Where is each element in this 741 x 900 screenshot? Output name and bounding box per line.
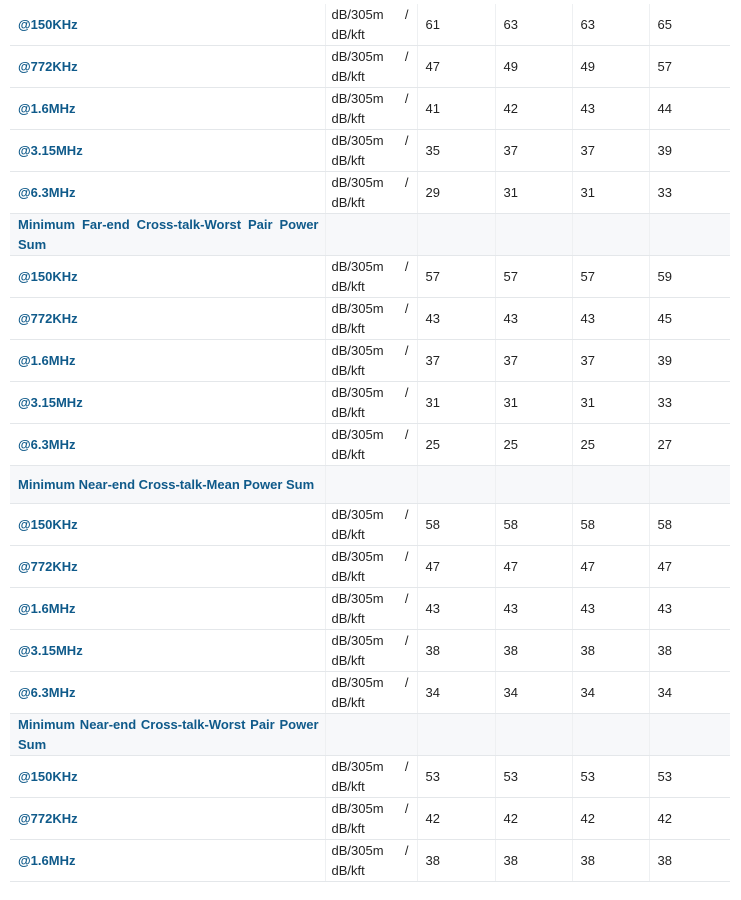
frequency-label: @772KHz (10, 798, 325, 840)
unit-imperial: dB/kft (331, 404, 365, 420)
empty-cell (572, 714, 649, 756)
value-cell: 31 (495, 172, 572, 214)
unit-separator: / (404, 632, 409, 648)
section-header-row (10, 214, 730, 256)
value-cell: 57 (495, 256, 572, 298)
value-cell: 37 (417, 340, 495, 382)
value-cell: 47 (417, 546, 495, 588)
unit-imperial: dB/kft (331, 68, 365, 84)
value-cell: 49 (572, 46, 649, 88)
frequency-label: @772KHz (10, 298, 325, 340)
unit-metric: dB/305m (331, 674, 384, 690)
value-cell: 33 (649, 382, 730, 424)
frequency-label: @3.15MHz (10, 130, 325, 172)
unit-metric: dB/305m (331, 6, 384, 22)
empty-cell (572, 214, 649, 256)
unit-imperial: dB/kft (331, 446, 365, 462)
unit-cell (325, 46, 417, 88)
table-row (10, 172, 730, 214)
unit-metric: dB/305m (331, 90, 384, 106)
frequency-label: @3.15MHz (10, 382, 325, 424)
unit-cell (325, 504, 417, 546)
empty-cell (649, 466, 730, 504)
section-header-label: Minimum Near-end Cross-talk-Worst Pair Power Sum (10, 714, 325, 756)
table-row (10, 382, 730, 424)
unit-cell (325, 798, 417, 840)
unit-metric: dB/305m (331, 548, 384, 564)
section-header-row (10, 466, 730, 504)
value-cell: 34 (495, 672, 572, 714)
unit-cell (325, 382, 417, 424)
unit-metric: dB/305m (331, 426, 384, 442)
table-row (10, 130, 730, 172)
unit-metric: dB/305m (331, 632, 384, 648)
unit-cell (325, 88, 417, 130)
unit-cell (325, 756, 417, 798)
unit-separator: / (404, 800, 409, 816)
unit-separator: / (404, 300, 409, 316)
unit-imperial: dB/kft (331, 694, 365, 710)
value-cell: 37 (572, 130, 649, 172)
value-cell: 42 (417, 798, 495, 840)
value-cell: 59 (649, 256, 730, 298)
unit-metric: dB/305m (331, 48, 384, 64)
unit-separator: / (404, 384, 409, 400)
unit-metric: dB/305m (331, 800, 384, 816)
unit-metric: dB/305m (331, 258, 384, 274)
value-cell: 31 (572, 172, 649, 214)
table-row (10, 46, 730, 88)
value-cell: 38 (495, 840, 572, 882)
unit-cell (325, 298, 417, 340)
value-cell: 61 (417, 4, 495, 46)
value-cell: 43 (572, 298, 649, 340)
frequency-label: @1.6MHz (10, 840, 325, 882)
unit-imperial: dB/kft (331, 568, 365, 584)
unit-cell (325, 546, 417, 588)
value-cell: 42 (495, 798, 572, 840)
section-header-label: Minimum Near-end Cross-talk-Mean Power Sum (10, 466, 325, 504)
unit-metric: dB/305m (331, 758, 384, 774)
unit-imperial: dB/kft (331, 526, 365, 542)
value-cell: 47 (417, 46, 495, 88)
value-cell: 57 (649, 46, 730, 88)
unit-imperial: dB/kft (331, 862, 365, 878)
value-cell: 42 (495, 88, 572, 130)
value-cell: 38 (417, 630, 495, 672)
value-cell: 53 (417, 756, 495, 798)
empty-cell (325, 714, 417, 756)
value-cell: 38 (649, 840, 730, 882)
frequency-label: @772KHz (10, 46, 325, 88)
unit-metric: dB/305m (331, 300, 384, 316)
value-cell: 25 (495, 424, 572, 466)
value-cell: 25 (417, 424, 495, 466)
empty-cell (495, 214, 572, 256)
unit-cell (325, 172, 417, 214)
unit-separator: / (404, 506, 409, 522)
value-cell: 47 (649, 546, 730, 588)
value-cell: 57 (572, 256, 649, 298)
table-row (10, 256, 730, 298)
frequency-label: @6.3MHz (10, 172, 325, 214)
unit-separator: / (404, 48, 409, 64)
value-cell: 45 (649, 298, 730, 340)
table-row (10, 298, 730, 340)
value-cell: 58 (417, 504, 495, 546)
section-header-row (10, 714, 730, 756)
value-cell: 42 (649, 798, 730, 840)
frequency-label: @3.15MHz (10, 630, 325, 672)
empty-cell (495, 466, 572, 504)
unit-imperial: dB/kft (331, 110, 365, 126)
unit-cell (325, 630, 417, 672)
value-cell: 57 (417, 256, 495, 298)
value-cell: 39 (649, 130, 730, 172)
unit-separator: / (404, 6, 409, 22)
unit-metric: dB/305m (331, 174, 384, 190)
unit-cell (325, 340, 417, 382)
frequency-label: @6.3MHz (10, 424, 325, 466)
value-cell: 33 (649, 172, 730, 214)
frequency-label: @6.3MHz (10, 672, 325, 714)
unit-separator: / (404, 758, 409, 774)
empty-cell (417, 714, 495, 756)
unit-cell (325, 424, 417, 466)
unit-separator: / (404, 548, 409, 564)
value-cell: 43 (417, 298, 495, 340)
empty-cell (417, 214, 495, 256)
value-cell: 58 (572, 504, 649, 546)
value-cell: 29 (417, 172, 495, 214)
unit-imperial: dB/kft (331, 362, 365, 378)
value-cell: 58 (649, 504, 730, 546)
table-row (10, 546, 730, 588)
unit-separator: / (404, 426, 409, 442)
value-cell: 43 (572, 588, 649, 630)
unit-cell (325, 130, 417, 172)
value-cell: 34 (417, 672, 495, 714)
unit-imperial: dB/kft (331, 26, 365, 42)
value-cell: 38 (649, 630, 730, 672)
empty-cell (325, 466, 417, 504)
value-cell: 31 (572, 382, 649, 424)
unit-imperial: dB/kft (331, 610, 365, 626)
table-row (10, 588, 730, 630)
section-header-label: Minimum Far-end Cross-talk-Worst Pair Power Sum (10, 214, 325, 256)
value-cell: 63 (572, 4, 649, 46)
value-cell: 63 (495, 4, 572, 46)
frequency-label: @150KHz (10, 756, 325, 798)
frequency-label: @1.6MHz (10, 340, 325, 382)
value-cell: 38 (572, 840, 649, 882)
unit-metric: dB/305m (331, 506, 384, 522)
value-cell: 42 (572, 798, 649, 840)
unit-metric: dB/305m (331, 590, 384, 606)
frequency-label: @772KHz (10, 546, 325, 588)
value-cell: 44 (649, 88, 730, 130)
unit-metric: dB/305m (331, 384, 384, 400)
unit-separator: / (404, 842, 409, 858)
table-row (10, 88, 730, 130)
table-row (10, 756, 730, 798)
empty-cell (649, 714, 730, 756)
unit-cell (325, 588, 417, 630)
value-cell: 38 (572, 630, 649, 672)
empty-cell (495, 714, 572, 756)
unit-separator: / (404, 674, 409, 690)
value-cell: 43 (417, 588, 495, 630)
value-cell: 31 (495, 382, 572, 424)
frequency-label: @1.6MHz (10, 88, 325, 130)
value-cell: 37 (495, 340, 572, 382)
value-cell: 37 (572, 340, 649, 382)
value-cell: 53 (649, 756, 730, 798)
value-cell: 43 (572, 88, 649, 130)
unit-separator: / (404, 258, 409, 274)
unit-cell (325, 840, 417, 882)
empty-cell (649, 214, 730, 256)
value-cell: 41 (417, 88, 495, 130)
value-cell: 43 (649, 588, 730, 630)
value-cell: 53 (572, 756, 649, 798)
value-cell: 53 (495, 756, 572, 798)
unit-separator: / (404, 590, 409, 606)
value-cell: 38 (417, 840, 495, 882)
value-cell: 39 (649, 340, 730, 382)
value-cell: 27 (649, 424, 730, 466)
unit-cell (325, 672, 417, 714)
spec-table-container (10, 4, 730, 882)
frequency-label: @150KHz (10, 256, 325, 298)
empty-cell (417, 466, 495, 504)
unit-metric: dB/305m (331, 842, 384, 858)
value-cell: 38 (495, 630, 572, 672)
spec-table-body (10, 4, 730, 882)
value-cell: 49 (495, 46, 572, 88)
table-row (10, 798, 730, 840)
table-row (10, 630, 730, 672)
value-cell: 43 (495, 298, 572, 340)
unit-imperial: dB/kft (331, 778, 365, 794)
value-cell: 43 (495, 588, 572, 630)
value-cell: 35 (417, 130, 495, 172)
value-cell: 65 (649, 4, 730, 46)
unit-metric: dB/305m (331, 342, 384, 358)
frequency-label: @150KHz (10, 4, 325, 46)
unit-separator: / (404, 90, 409, 106)
unit-imperial: dB/kft (331, 652, 365, 668)
unit-imperial: dB/kft (331, 820, 365, 836)
table-row (10, 672, 730, 714)
unit-metric: dB/305m (331, 132, 384, 148)
value-cell: 58 (495, 504, 572, 546)
unit-separator: / (404, 342, 409, 358)
unit-cell (325, 4, 417, 46)
value-cell: 47 (495, 546, 572, 588)
empty-cell (572, 466, 649, 504)
unit-separator: / (404, 174, 409, 190)
value-cell: 34 (572, 672, 649, 714)
table-row (10, 424, 730, 466)
table-row (10, 340, 730, 382)
table-row (10, 840, 730, 882)
table-row (10, 4, 730, 46)
table-row (10, 504, 730, 546)
unit-imperial: dB/kft (331, 152, 365, 168)
frequency-label: @1.6MHz (10, 588, 325, 630)
value-cell: 47 (572, 546, 649, 588)
frequency-label: @150KHz (10, 504, 325, 546)
value-cell: 25 (572, 424, 649, 466)
unit-separator: / (404, 132, 409, 148)
unit-imperial: dB/kft (331, 194, 365, 210)
unit-imperial: dB/kft (331, 278, 365, 294)
value-cell: 37 (495, 130, 572, 172)
unit-cell (325, 256, 417, 298)
crosstalk-spec-table (10, 4, 730, 882)
empty-cell (325, 214, 417, 256)
unit-imperial: dB/kft (331, 320, 365, 336)
value-cell: 31 (417, 382, 495, 424)
value-cell: 34 (649, 672, 730, 714)
